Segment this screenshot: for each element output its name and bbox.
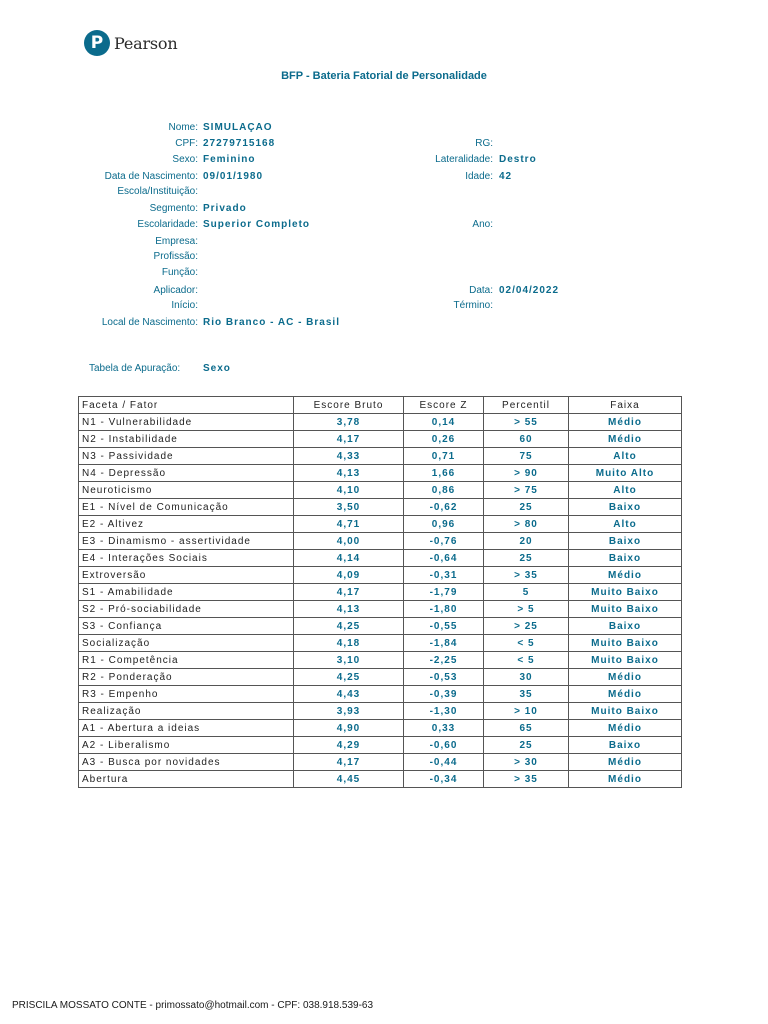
cell-faixa: Muito Alto [569,465,682,482]
table-row [79,737,682,754]
table-row [79,618,682,635]
cell-faixa: Médio [569,567,682,584]
cell-faceta-fator: A2 - Liberalismo [79,737,294,754]
cell-percentil: > 5 [484,601,569,618]
cell-escore-bruto: 4,17 [294,584,404,601]
cell-percentil: 5 [484,584,569,601]
cell-faixa: Alto [569,448,682,465]
cell-escore-z: -0,55 [404,618,484,635]
cell-escore-z: 0,33 [404,720,484,737]
cell-percentil: > 10 [484,703,569,720]
table-row [79,584,682,601]
cell-escore-bruto: 3,10 [294,652,404,669]
cell-escore-bruto: 4,13 [294,601,404,618]
cell-percentil: > 55 [484,414,569,431]
info-label: Data de Nascimento: [104,171,198,182]
idade-value: 42 [499,171,513,182]
cell-escore-bruto: 4,43 [294,686,404,703]
tabela-apuracao-label: Tabela de Apuração: [89,363,181,374]
cell-faixa: Médio [569,771,682,788]
header-percentil: Percentil [484,397,569,414]
cell-percentil: 75 [484,448,569,465]
cell-escore-z: -0,60 [404,737,484,754]
cell-escore-bruto: 4,45 [294,771,404,788]
cell-escore-bruto: 4,14 [294,550,404,567]
table-row [79,686,682,703]
cell-faceta-fator: N3 - Passividade [79,448,294,465]
table-row [79,567,682,584]
cell-percentil: 65 [484,720,569,737]
cell-faixa: Médio [569,414,682,431]
cell-faixa: Baixo [569,618,682,635]
table-row [79,482,682,499]
termino-label: Término: [453,300,493,311]
cell-escore-z: -0,64 [404,550,484,567]
cell-faceta-fator: S2 - Pró-sociabilidade [79,601,294,618]
cell-faceta-fator: R2 - Ponderação [79,669,294,686]
cell-percentil: 30 [484,669,569,686]
cell-escore-bruto: 4,71 [294,516,404,533]
cell-escore-z: -1,84 [404,635,484,652]
cell-escore-bruto: 4,33 [294,448,404,465]
footer-user-info: PRISCILA MOSSATO CONTE - primossato@hotmail.com - CPF: 038.918.539-63 [12,1000,374,1011]
table-row [79,771,682,788]
cell-escore-z: -0,34 [404,771,484,788]
cell-escore-z: -0,31 [404,567,484,584]
table-row [79,414,682,431]
cell-escore-z: -0,76 [404,533,484,550]
cell-escore-bruto: 4,17 [294,431,404,448]
cell-faixa: Muito Baixo [569,703,682,720]
cell-escore-bruto: 4,29 [294,737,404,754]
cell-escore-z: -0,62 [404,499,484,516]
cell-percentil: > 35 [484,771,569,788]
pearson-logo-text: Pearson [114,33,178,53]
cell-faceta-fator: E2 - Altivez [79,516,294,533]
cell-faixa: Muito Baixo [569,652,682,669]
pearson-logo [84,30,177,56]
table-row [79,703,682,720]
header-faixa: Faixa [569,397,682,414]
cell-faceta-fator: Extroversão [79,567,294,584]
cell-escore-bruto: 4,13 [294,465,404,482]
cell-percentil: > 80 [484,516,569,533]
data-value: 02/04/2022 [499,285,560,296]
page-title: BFP - Bateria Fatorial de Personalidade [281,70,487,82]
cell-faceta-fator: S1 - Amabilidade [79,584,294,601]
cell-faceta-fator: A3 - Busca por novidades [79,754,294,771]
cell-escore-z: 1,66 [404,465,484,482]
cell-escore-bruto: 4,25 [294,618,404,635]
cell-faceta-fator: A1 - Abertura a ideias [79,720,294,737]
table-row [79,669,682,686]
cell-percentil: 25 [484,499,569,516]
cell-percentil: > 75 [484,482,569,499]
info-value: 27279715168 [203,138,276,149]
cell-escore-z: -0,39 [404,686,484,703]
info-value: Privado [203,203,247,214]
cell-escore-z: -2,25 [404,652,484,669]
header-faceta-fator: Faceta / Fator [79,397,294,414]
cell-escore-bruto: 4,18 [294,635,404,652]
cell-faixa: Médio [569,669,682,686]
table-row [79,754,682,771]
info-label: Início: [171,300,198,311]
cell-percentil: < 5 [484,635,569,652]
cell-faixa: Médio [569,431,682,448]
cell-escore-z: 0,96 [404,516,484,533]
ano-label: Ano: [472,219,493,230]
info-label: Função: [161,267,198,278]
data-label: Data: [469,285,493,296]
idade-label: Idade: [465,171,493,182]
cell-faceta-fator: Neuroticismo [79,482,294,499]
table-row [79,448,682,465]
cell-faceta-fator: Abertura [79,771,294,788]
cell-faceta-fator: E1 - Nível de Comunicação [79,499,294,516]
tabela-apuracao-value: Sexo [203,363,231,374]
cell-faixa: Muito Baixo [569,601,682,618]
cell-percentil: 35 [484,686,569,703]
cell-escore-bruto: 4,10 [294,482,404,499]
cell-faixa: Baixo [569,737,682,754]
table-row [79,635,682,652]
rg-label: RG: [475,138,493,149]
cell-faceta-fator: S3 - Confiança [79,618,294,635]
cell-escore-bruto: 4,25 [294,669,404,686]
cell-faceta-fator: Socialização [79,635,294,652]
cell-escore-bruto: 4,00 [294,533,404,550]
cell-escore-bruto: 4,09 [294,567,404,584]
info-label: Sexo: [172,154,198,165]
table-row [79,550,682,567]
cell-faceta-fator: Realização [79,703,294,720]
info-label: Local de Nascimento: [101,317,198,328]
table-row [79,601,682,618]
cell-faixa: Médio [569,720,682,737]
cell-escore-z: 0,86 [404,482,484,499]
info-label: Escolaridade: [137,219,198,230]
cell-escore-bruto: 3,50 [294,499,404,516]
info-value: Feminino [203,154,256,165]
table-row [79,465,682,482]
cell-faceta-fator: N1 - Vulnerabilidade [79,414,294,431]
cell-percentil: 25 [484,550,569,567]
cell-faixa: Baixo [569,533,682,550]
cell-faceta-fator: R1 - Competência [79,652,294,669]
info-value: Rio Branco - AC - Brasil [203,317,340,328]
cell-escore-z: -1,30 [404,703,484,720]
cell-percentil: > 90 [484,465,569,482]
cell-percentil: 20 [484,533,569,550]
info-label: Escola/Instituição: [117,186,198,197]
cell-escore-bruto: 4,90 [294,720,404,737]
table-row [79,499,682,516]
info-label: Nome: [168,122,198,133]
table-row [79,431,682,448]
cell-escore-z: -0,44 [404,754,484,771]
cell-faceta-fator: N4 - Depressão [79,465,294,482]
cell-faceta-fator: E3 - Dinamismo - assertividade [79,533,294,550]
cell-escore-bruto: 3,93 [294,703,404,720]
cell-percentil: 25 [484,737,569,754]
cell-faixa: Muito Baixo [569,635,682,652]
info-value: 09/01/1980 [203,171,264,182]
table-header-row [79,397,682,414]
cell-percentil: > 25 [484,618,569,635]
cell-escore-z: -0,53 [404,669,484,686]
cell-faixa: Médio [569,686,682,703]
table-row [79,516,682,533]
table-row [79,652,682,669]
info-label: Profissão: [153,251,198,262]
info-label: Empresa: [155,236,198,247]
cell-faceta-fator: N2 - Instabilidade [79,431,294,448]
cell-faixa: Baixo [569,499,682,516]
cell-escore-z: -1,79 [404,584,484,601]
info-value: Superior Completo [203,219,311,230]
cell-percentil: > 35 [484,567,569,584]
cell-escore-z: 0,26 [404,431,484,448]
cell-percentil: < 5 [484,652,569,669]
cell-faixa: Alto [569,482,682,499]
cell-percentil: 60 [484,431,569,448]
header-escore-bruto: Escore Bruto [294,397,404,414]
info-label: CPF: [175,138,198,149]
table-row [79,720,682,737]
cell-faceta-fator: R3 - Empenho [79,686,294,703]
cell-faixa: Muito Baixo [569,584,682,601]
table-row [79,533,682,550]
info-label: Segmento: [149,203,198,214]
cell-escore-z: -1,80 [404,601,484,618]
cell-escore-z: 0,14 [404,414,484,431]
cell-escore-bruto: 4,17 [294,754,404,771]
lateralidade-label: Lateralidade: [435,154,493,165]
results-table [78,396,682,788]
cell-faceta-fator: E4 - Interações Sociais [79,550,294,567]
cell-escore-bruto: 3,78 [294,414,404,431]
cell-percentil: > 30 [484,754,569,771]
cell-faixa: Baixo [569,550,682,567]
info-value: SIMULAÇAO [203,122,273,133]
info-label: Aplicador: [153,285,198,296]
lateralidade-value: Destro [499,154,537,165]
pearson-logo-icon: P [84,30,110,56]
cell-faixa: Médio [569,754,682,771]
cell-faixa: Alto [569,516,682,533]
header-escore-z: Escore Z [404,397,484,414]
cell-escore-z: 0,71 [404,448,484,465]
